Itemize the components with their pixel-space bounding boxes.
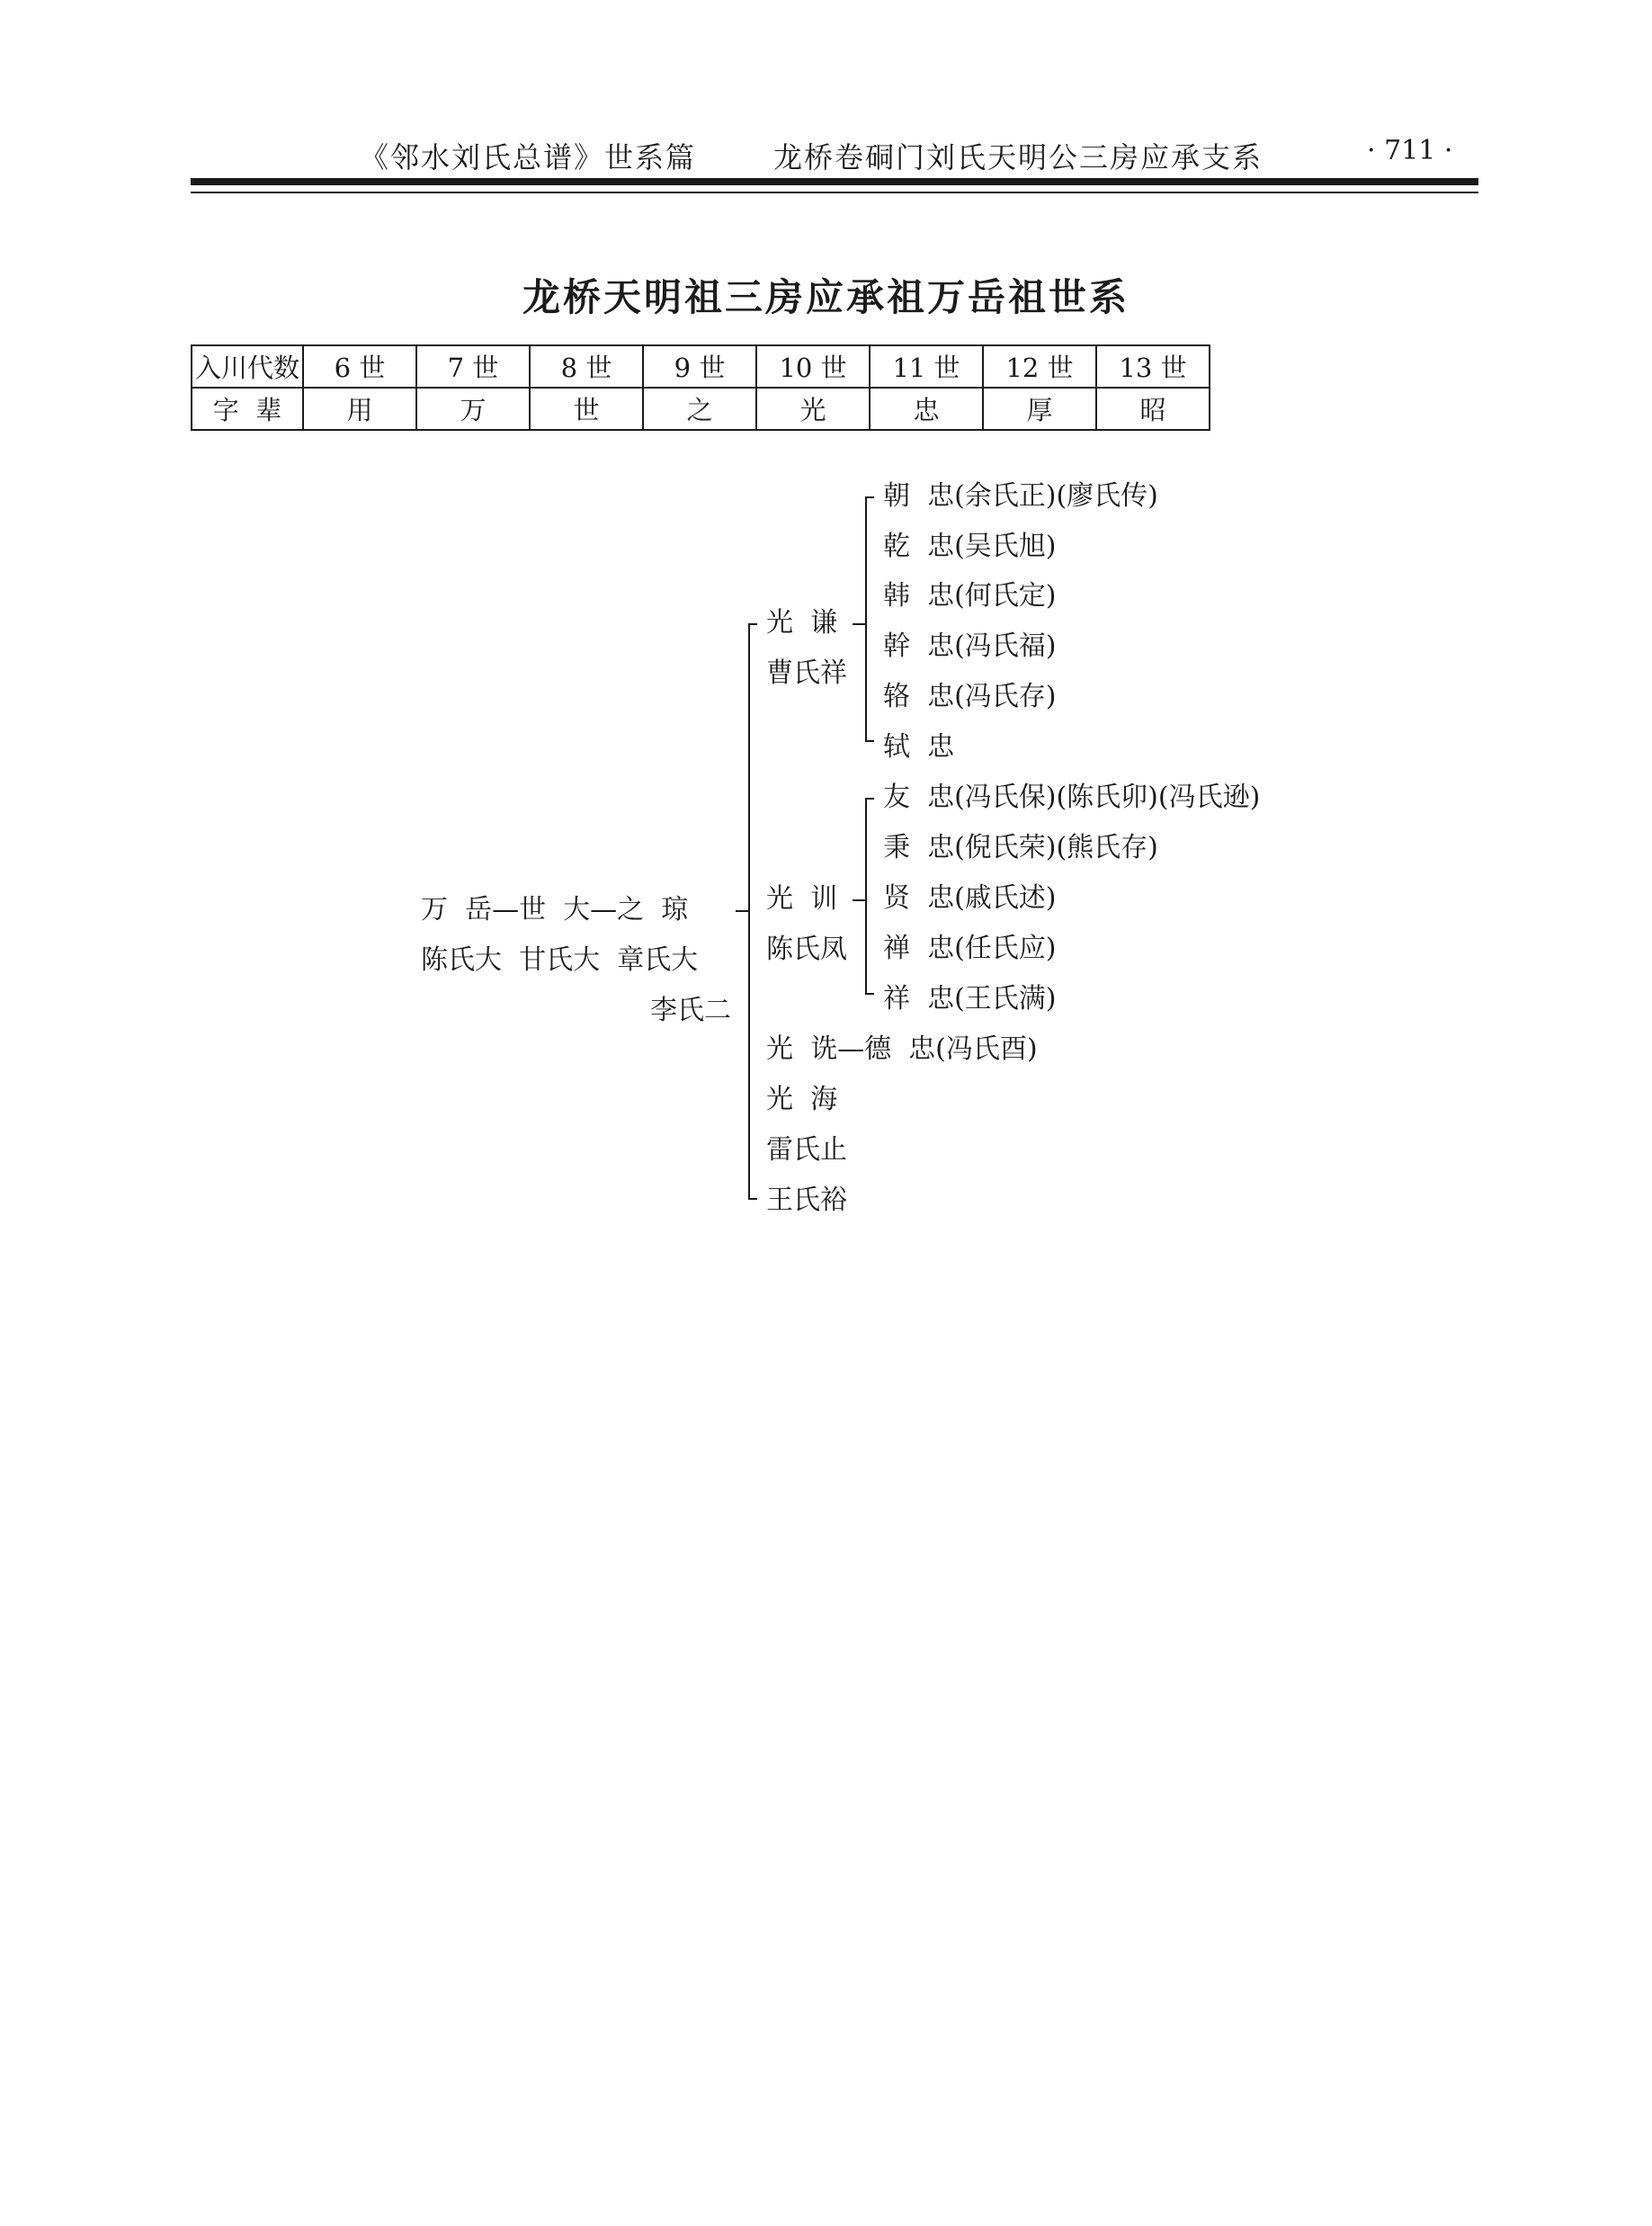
generation-cell: 7 世 (416, 345, 530, 388)
child-entry: 辂 忠(冯氏存) (883, 681, 1057, 712)
child-entry: 禅 忠(任氏应) (883, 933, 1057, 964)
generation-cell: 12 世 (983, 345, 1096, 388)
generation-row-label: 入川代数 (192, 345, 303, 388)
header-book-title: 《邻水刘氏总谱》世系篇 (360, 140, 697, 174)
child-entry: 贤 忠(戚氏述) (883, 882, 1057, 914)
child-entry: 友 忠(冯氏保)(陈氏卯)(冯氏逊) (883, 782, 1261, 813)
branch-bracket (748, 623, 750, 1200)
character-cell: 光 (756, 388, 870, 430)
character-row-label: 字 辈 (192, 388, 303, 430)
generation-cell: 6 世 (303, 345, 416, 388)
child-bracket (865, 798, 867, 995)
generation-cell: 11 世 (870, 345, 983, 388)
root-lineage: 万 岳—世 大—之 琼 (421, 894, 689, 925)
branch-name: 光 训 (766, 883, 838, 915)
character-cell: 万 (416, 388, 530, 430)
root-spouses: 陈氏大 甘氏大 章氏大 (421, 944, 699, 976)
child-entry: 轼 忠 (883, 731, 955, 763)
generation-cell: 13 世 (1096, 345, 1210, 388)
branch-bracket-bottom (748, 1198, 757, 1200)
branch-name: 光 海 (766, 1084, 838, 1115)
branch-spouse: 曹氏祥 (766, 657, 847, 689)
child-bracket (865, 496, 867, 742)
branch-name: 光 谦 (766, 607, 838, 639)
child-entry: 幹 忠(冯氏福) (883, 630, 1057, 662)
branch-connector (853, 899, 865, 901)
branch-spouse: 王氏裕 (766, 1185, 847, 1216)
branch-spouse: 陈氏凤 (766, 934, 847, 965)
child-entry: 韩 忠(何氏定) (883, 580, 1057, 612)
root-connector (736, 910, 748, 912)
character-cell: 昭 (1096, 388, 1210, 430)
character-cell: 之 (643, 388, 756, 430)
child-entry: 朝 忠(余氏正)(廖氏传) (883, 480, 1158, 512)
child-entry: 乾 忠(吴氏旭) (883, 531, 1057, 562)
child-bracket-bottom (865, 993, 874, 995)
character-cell: 用 (303, 388, 416, 430)
generation-cell: 10 世 (756, 345, 870, 388)
character-cell: 世 (530, 388, 643, 430)
child-bracket-top (865, 496, 874, 498)
page-number: · 711 · (1367, 135, 1453, 166)
child-entry: 祥 忠(王氏满) (883, 983, 1057, 1015)
branch-connector (853, 623, 865, 625)
page-title: 龙桥天明祖三房应承祖万岳祖世系 (522, 275, 1130, 319)
character-cell: 厚 (983, 388, 1096, 430)
generation-cell: 8 世 (530, 345, 643, 388)
branch-bracket-top (748, 623, 757, 625)
branch-spouse: 雷氏止 (766, 1134, 847, 1166)
child-bracket-bottom (865, 740, 874, 742)
header-section-title: 龙桥卷硐门刘氏天明公三房应承支系 (773, 140, 1264, 174)
child-bracket-top (865, 798, 874, 800)
character-cell: 忠 (870, 388, 983, 430)
branch-name: 光 诜—德 忠(冯氏酉) (766, 1033, 1038, 1065)
child-entry: 秉 忠(倪氏荣)(熊氏存) (883, 832, 1158, 863)
root-spouse-extra: 李氏二 (650, 995, 731, 1026)
generation-cell: 9 世 (643, 345, 756, 388)
